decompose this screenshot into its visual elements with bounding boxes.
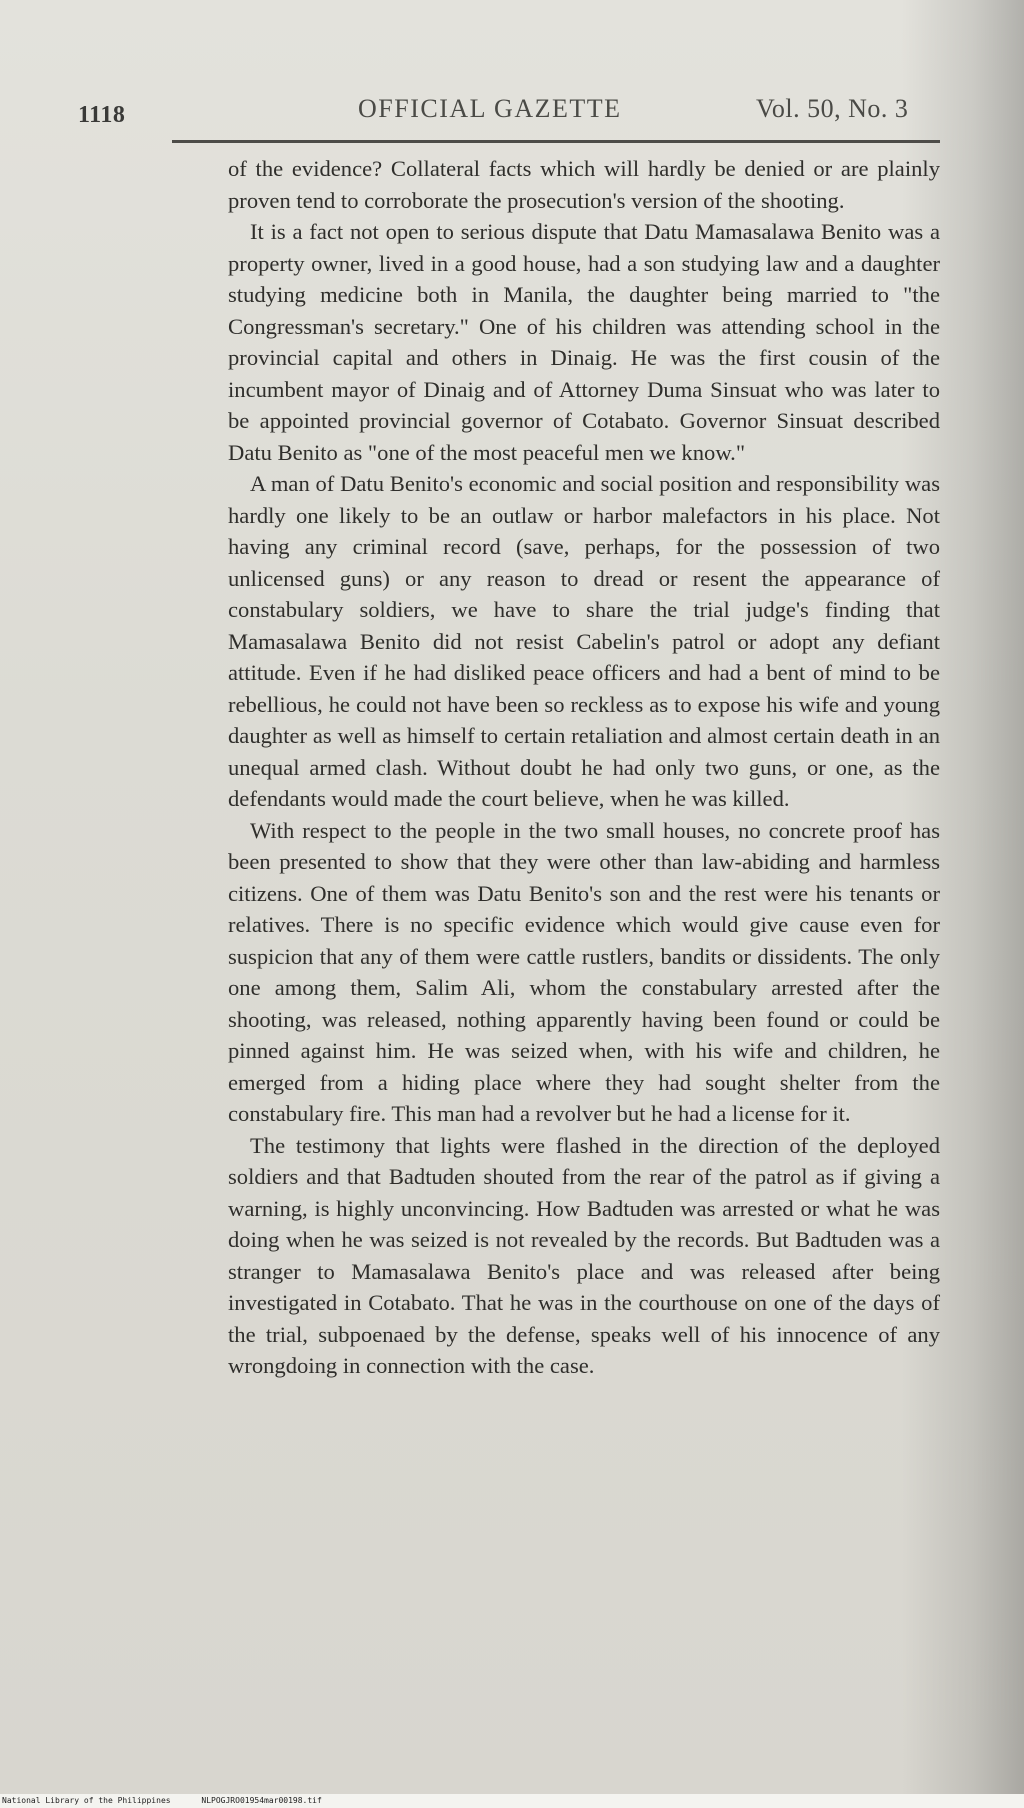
library-credit: National Library of the Philippines	[2, 1796, 171, 1805]
paragraph-1: of the evidence? Collateral facts which will hardly be denied or are plainly proven tend to corroborate the prosecution's version of the shooting.	[228, 156, 940, 213]
page-number: 1118	[78, 102, 126, 128]
scan-filename: NLPOGJRO01954mar00198.tif	[201, 1796, 322, 1805]
paragraph-2: It is a fact not open to serious dispute that Datu Mamasalawa Benito was a property owner, lived in a good house, had a son studying law and a daughter studying medicine both in Manila, the daughter being married to "the Congressman's secretary." One of his children was attending school in the provincial capital and others in Dinaig. He was the first cousin of the incumbent mayor of Dinaig and of Attorney Duma Sinsuat who was later to be appointed provincial governor of Cotabato. Governor Sinsuat described Datu Benito as "one of the most peaceful men we know."	[228, 219, 940, 465]
publication-title: OFFICIAL GAZETTE	[358, 94, 622, 123]
article-body	[228, 153, 940, 1382]
paragraph-5: The testimony that lights were flashed in the direction of the deployed soldiers and that Badtuden shouted from the rear of the patrol as if giving a warning, is highly unconvincing. How Badtuden was arrested or what he was doing when he was seized is not revealed by the records. But Badtuden was a stranger to Mamasalawa Benito's place and was released after being investigated in Cotabato. That he was in the courthouse on one of the days of the trial, subpoenaed by the defense, speaks well of his innocence of any wrongdoing in connection with the case.	[228, 1132, 940, 1378]
volume-number: Vol. 50, No. 3	[756, 94, 909, 123]
paragraph-4: With respect to the people in the two small houses, no concrete proof has been presented to show that they were other than law-abiding and harmless citizens. One of them was Datu Benito's son and the rest were his tenants or relatives. There is no specific evidence which would give cause even for suspicion that any of them were cattle rustlers, bandits or dissidents. The only one among them, Salim Ali, whom the constabulary arrested after the shooting, was released, nothing apparently having been found or could be pinned against him. He was seized when, with his wife and children, he emerged from a hiding place where they had sought shelter from the constabulary fire. This man had a revolver but he had a license for it.	[228, 817, 940, 1126]
header-rule	[172, 140, 940, 143]
scan-footer	[0, 1794, 1024, 1808]
paragraph-3: A man of Datu Benito's economic and social position and responsibility was hardly one likely to be an outlaw or harbor malefactors in his place. Not having any criminal record (save, perhaps, for the possession of two unlicensed guns) or any reason to dread or resent the appearance of constabulary soldiers, we have to share the trial judge's finding that Mamasalawa Benito did not resist Cabelin's patrol or adopt any defiant attitude. Even if he had disliked peace officers and had a bent of mind to be rebellious, he could not have been so reckless as to expose his wife and young daughter as well as himself to certain retaliation and almost certain death in an unequal armed clash. Without doubt he had only two guns, or one, as the defendants would made the court believe, when he was killed.	[228, 471, 940, 811]
page-header	[0, 88, 1024, 138]
